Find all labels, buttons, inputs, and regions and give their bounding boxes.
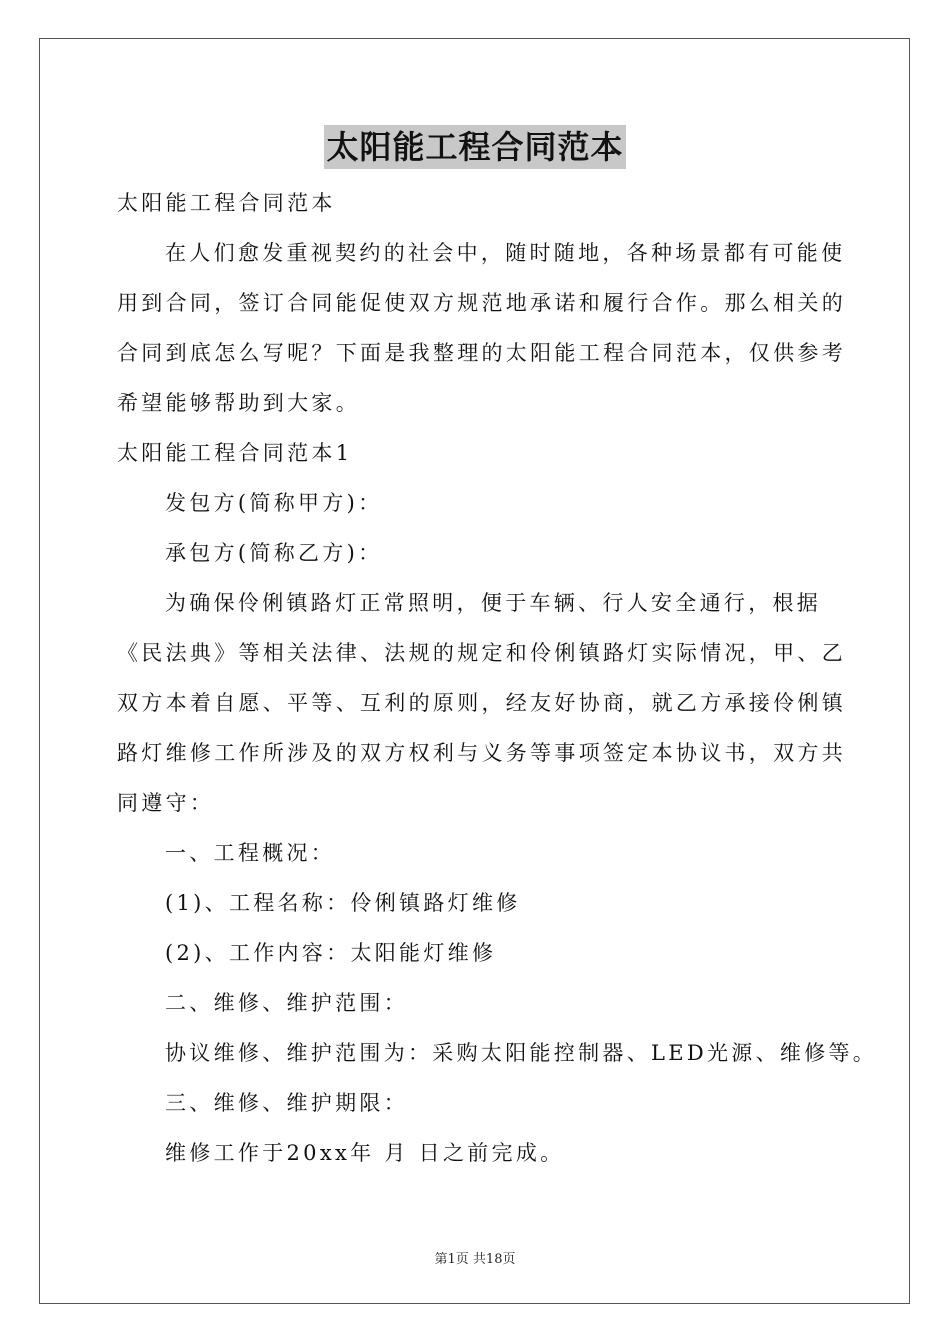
subtitle-line: 太阳能工程合同范本 [117, 191, 336, 215]
paragraph-line: 发包方(简称甲方)： [165, 491, 383, 515]
document-title: 太阳能工程合同范本 [324, 125, 625, 169]
paragraph-line: 用到合同，签订合同能促使双方规范地承诺和履行合作。那么相关的 [117, 291, 846, 315]
paragraph-line: 一、工程概况： [165, 841, 336, 865]
paragraph-line: 同遵守： [117, 791, 215, 815]
section-heading: 太阳能工程合同范本1 [117, 441, 353, 465]
paragraph-line: 维修工作于20xx年 月 日之前完成。 [165, 1141, 565, 1165]
paragraph-line: 合同到底怎么写呢？下面是我整理的太阳能工程合同范本，仅供参考 [117, 341, 846, 365]
paragraph-line: 二、维修、维护范围： [165, 991, 408, 1015]
paragraph-line: 路灯维修工作所涉及的双方权利与义务等事项签定本协议书，双方共 [117, 741, 846, 765]
title-container [0, 125, 950, 169]
paragraph-line: 协议维修、维护范围为：采购太阳能控制器、LED光源、维修等。 [165, 1041, 878, 1065]
paragraph-line: 希望能够帮助到大家。 [117, 391, 360, 415]
page-footer: 第1页 共18页 [434, 1252, 516, 1267]
paragraph-line: 《民法典》等相关法律、法规的规定和伶俐镇路灯实际情况，甲、乙 [117, 641, 846, 665]
paragraph-line: 双方本着自愿、平等、互利的原则，经友好协商，就乙方承接伶俐镇 [117, 691, 846, 715]
paragraph-line: (2)、工作内容：太阳能灯维修 [165, 941, 497, 965]
paragraph-line: (1)、工程名称：伶俐镇路灯维修 [165, 891, 521, 915]
paragraph-line: 在人们愈发重视契约的社会中，随时随地，各种场景都有可能使 [165, 241, 846, 265]
document-body [117, 178, 878, 1178]
paragraph-line: 为确保伶俐镇路灯正常照明，便于车辆、行人安全通行，根据 [165, 591, 822, 615]
paragraph-line: 承包方(简称乙方)： [165, 541, 383, 565]
paragraph-line: 三、维修、维护期限： [165, 1091, 408, 1115]
